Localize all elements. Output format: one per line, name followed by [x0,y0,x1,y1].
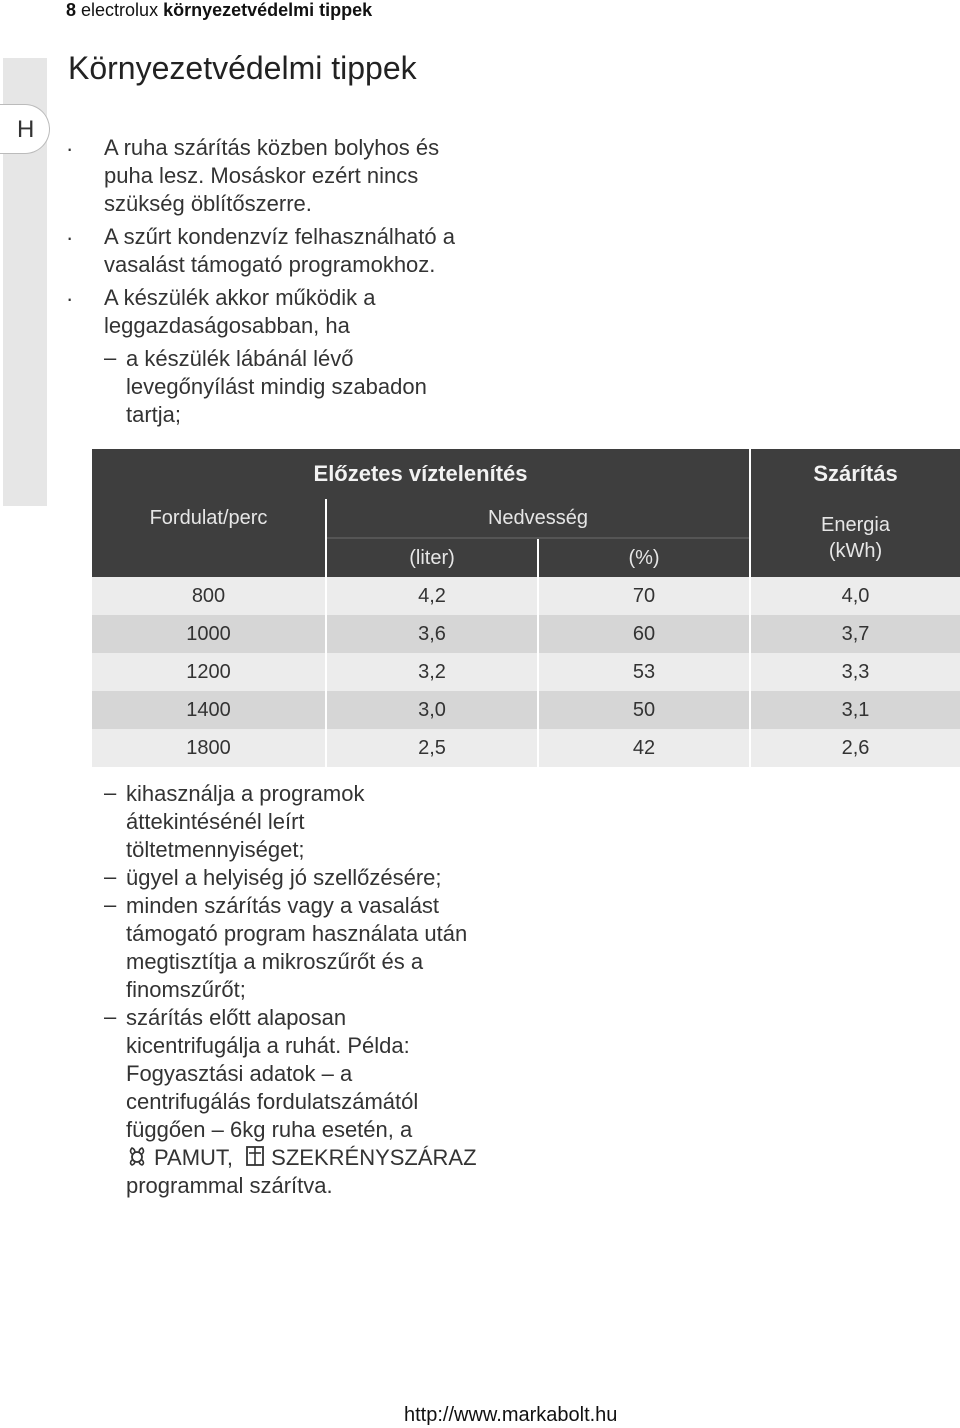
text-line: megtisztítja a mikroszűrőt és a [126,949,424,974]
text-line: támogató program használata után [126,921,468,946]
dash-marker: – [104,345,117,370]
program-line [126,1145,477,1170]
cell-liter: 4,2 [326,577,538,615]
text-line: Fogyasztási adatok – a [126,1061,353,1086]
dash-marker: – [104,892,117,917]
dash-item [126,892,467,1004]
bullet-marker: · [66,136,74,161]
text-line: szárítás előtt alaposan [126,1005,347,1030]
text-line: finomszűrőt; [126,977,246,1002]
footer-url: http://www.markabolt.hu [404,1404,618,1426]
text-line: vasalást támogató programokhoz. [104,252,436,277]
table-row [92,615,960,653]
program-cotton-label: PAMUT, [154,1145,234,1170]
text-line: levegőnyílást mindig szabadon [126,374,427,399]
text-line: A ruha szárítás közben bolyhos és [104,135,440,160]
page-number: 8 [66,0,77,20]
text-line: puha lesz. Mosáskor ezért nincs [104,163,419,188]
cell-energy: 3,1 [750,691,960,729]
cell-liter: 3,2 [326,653,538,691]
text-line: programmal szárítva. [126,1173,333,1198]
page-header [66,0,372,21]
column-header-energy [750,499,960,577]
cell-spin: 1000 [92,615,326,653]
text-line: leggazdaságosabban, ha [104,313,350,338]
text-line: centrifugálás fordulatszámától [126,1089,419,1114]
text-line: kicentrifugálja a ruhát. Példa: [126,1033,410,1058]
table-row [92,653,960,691]
language-tab [0,104,50,154]
cell-spin: 1400 [92,691,326,729]
cell-spin: 1200 [92,653,326,691]
cell-percent: 53 [538,653,750,691]
brand-name: electrolux [81,0,159,20]
cotton-icon [126,1145,148,1167]
table-column-header-row [92,499,960,538]
bullet-marker: · [66,225,74,250]
text-line: szükség öblítőszerre. [104,191,312,216]
text-line: A szűrt kondenzvíz felhasználható a [104,224,455,249]
text-line: áttekintésénél leírt [126,809,305,834]
cell-liter: 3,0 [326,691,538,729]
text-line: minden szárítás vagy a vasalást [126,893,440,918]
column-header-liter: (liter) [326,538,538,577]
dash-item [126,345,427,429]
cupboard-dry-icon [245,1145,265,1167]
dash-marker: – [104,1004,117,1029]
cell-spin: 1800 [92,729,326,767]
column-header-percent: (%) [538,538,750,577]
language-label: H [17,116,35,143]
text-line: A készülék akkor működik a [104,285,376,310]
dash-marker: – [104,780,117,805]
cell-liter: 3,6 [326,615,538,653]
column-header-spin: Fordulat/perc [92,499,326,577]
cell-percent: 50 [538,691,750,729]
cell-energy: 3,3 [750,653,960,691]
text-line: a készülék lábánál lévő [126,346,354,371]
dash-item [126,780,364,864]
text-line: tartja; [126,402,182,427]
table-row [92,577,960,615]
dash-item [126,1004,477,1200]
dash-marker: – [104,864,117,889]
bullet-item [104,284,375,340]
cell-liter: 2,5 [326,729,538,767]
cell-energy: 3,7 [750,615,960,653]
group-header-drying: Szárítás [750,449,960,499]
cell-energy: 2,6 [750,729,960,767]
bullet-marker: · [66,286,74,311]
program-dry-label: SZEKRÉNYSZÁRAZ [271,1145,477,1170]
group-header-predrain: Előzetes víztelenítés [92,449,750,499]
table-group-header-row [92,449,960,499]
dash-item [126,864,442,892]
page-title: Környezetvédelmi tippek [68,50,417,86]
section-name: környezetvédelmi tippek [163,0,373,20]
text-line: ügyel a helyiség jó szellőzésére; [126,865,442,890]
text-line: függően – 6kg ruha esetén, a [126,1117,413,1142]
energy-label: Energia [821,514,890,536]
cell-spin: 800 [92,577,326,615]
text-line: kihasználja a programok [126,781,365,806]
consumption-table [92,449,960,767]
column-header-moisture: Nedvesség [326,499,750,538]
cell-percent: 70 [538,577,750,615]
bullet-item [104,134,439,218]
text-line: töltetmennyiséget; [126,837,305,862]
bullet-item [104,223,455,279]
cell-percent: 42 [538,729,750,767]
table-row [92,691,960,729]
cell-energy: 4,0 [750,577,960,615]
energy-unit: (kWh) [828,540,883,562]
table-row [92,729,960,767]
cell-percent: 60 [538,615,750,653]
